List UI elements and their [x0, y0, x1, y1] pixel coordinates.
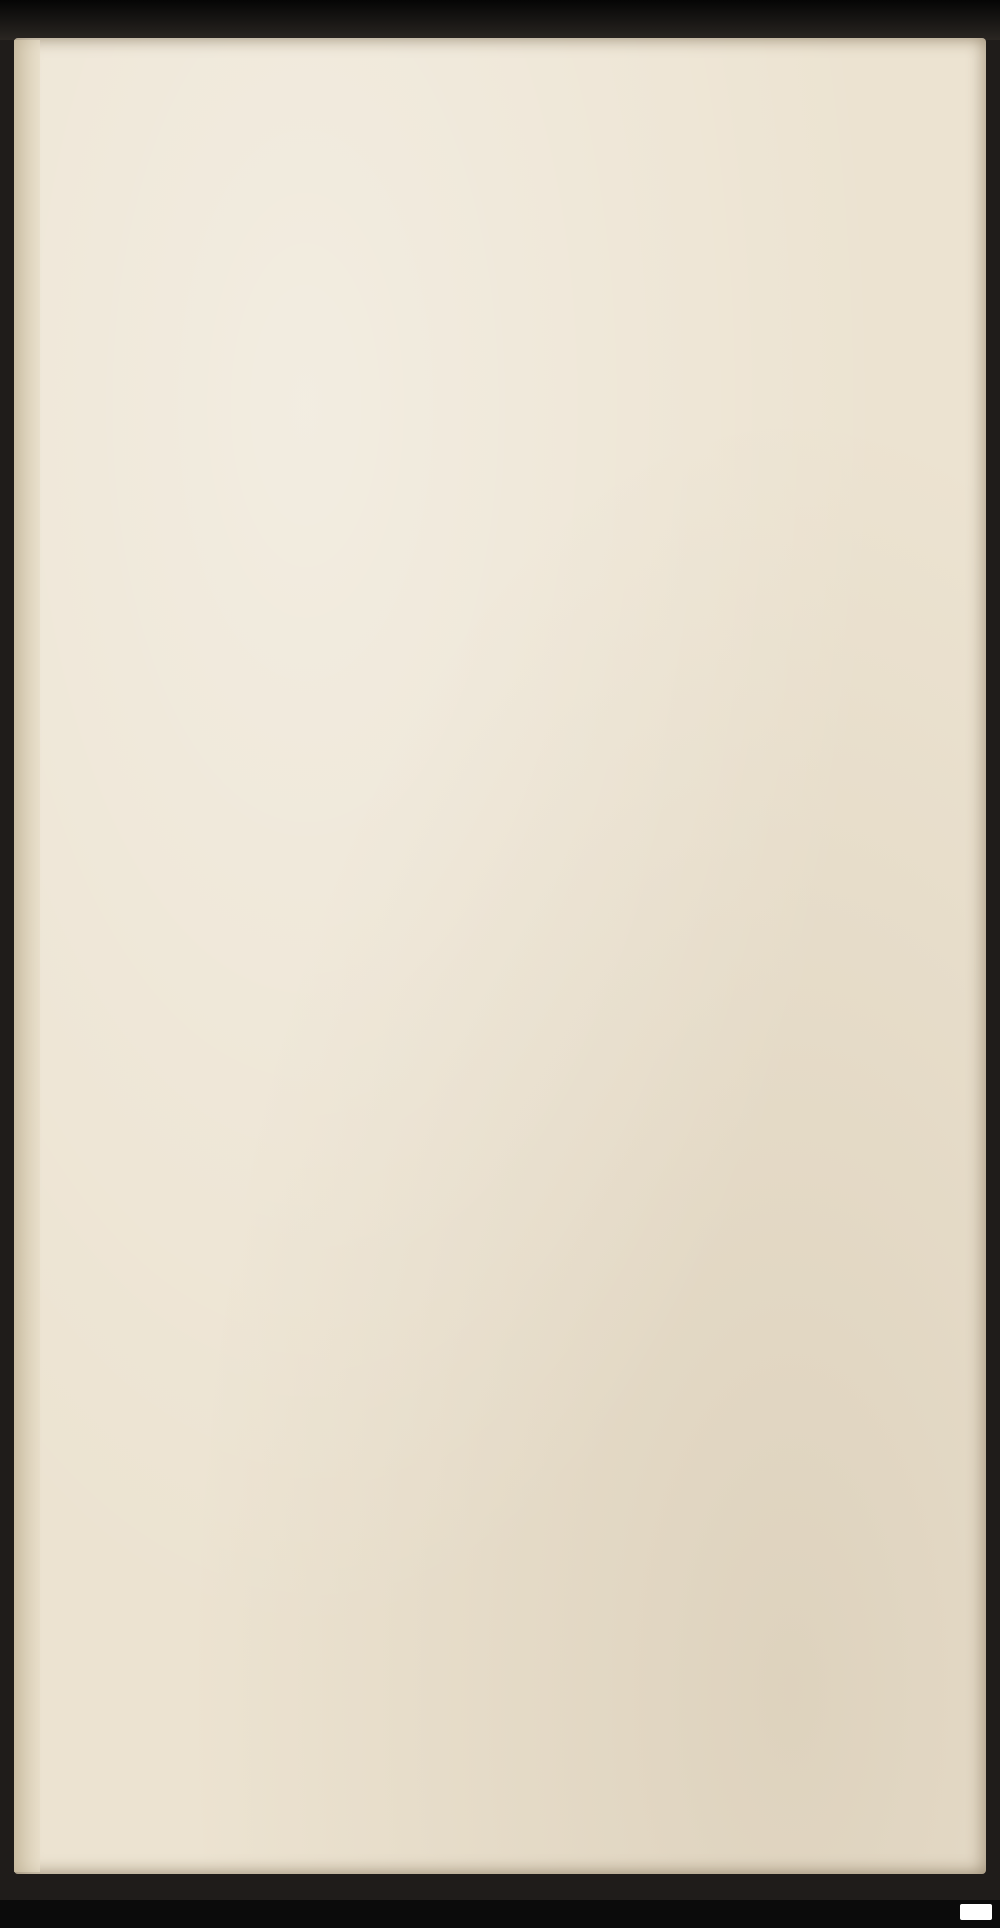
footer-bar — [0, 1900, 1000, 1928]
running-header — [200, 224, 860, 274]
ornamental-border-svg — [112, 140, 948, 1670]
catchword — [200, 278, 860, 325]
ornamental-border — [112, 140, 948, 1670]
scan-background-top — [0, 0, 1000, 40]
dfg-logo — [960, 1904, 992, 1920]
page-text — [200, 224, 860, 325]
page-fore-edge — [14, 40, 40, 1872]
